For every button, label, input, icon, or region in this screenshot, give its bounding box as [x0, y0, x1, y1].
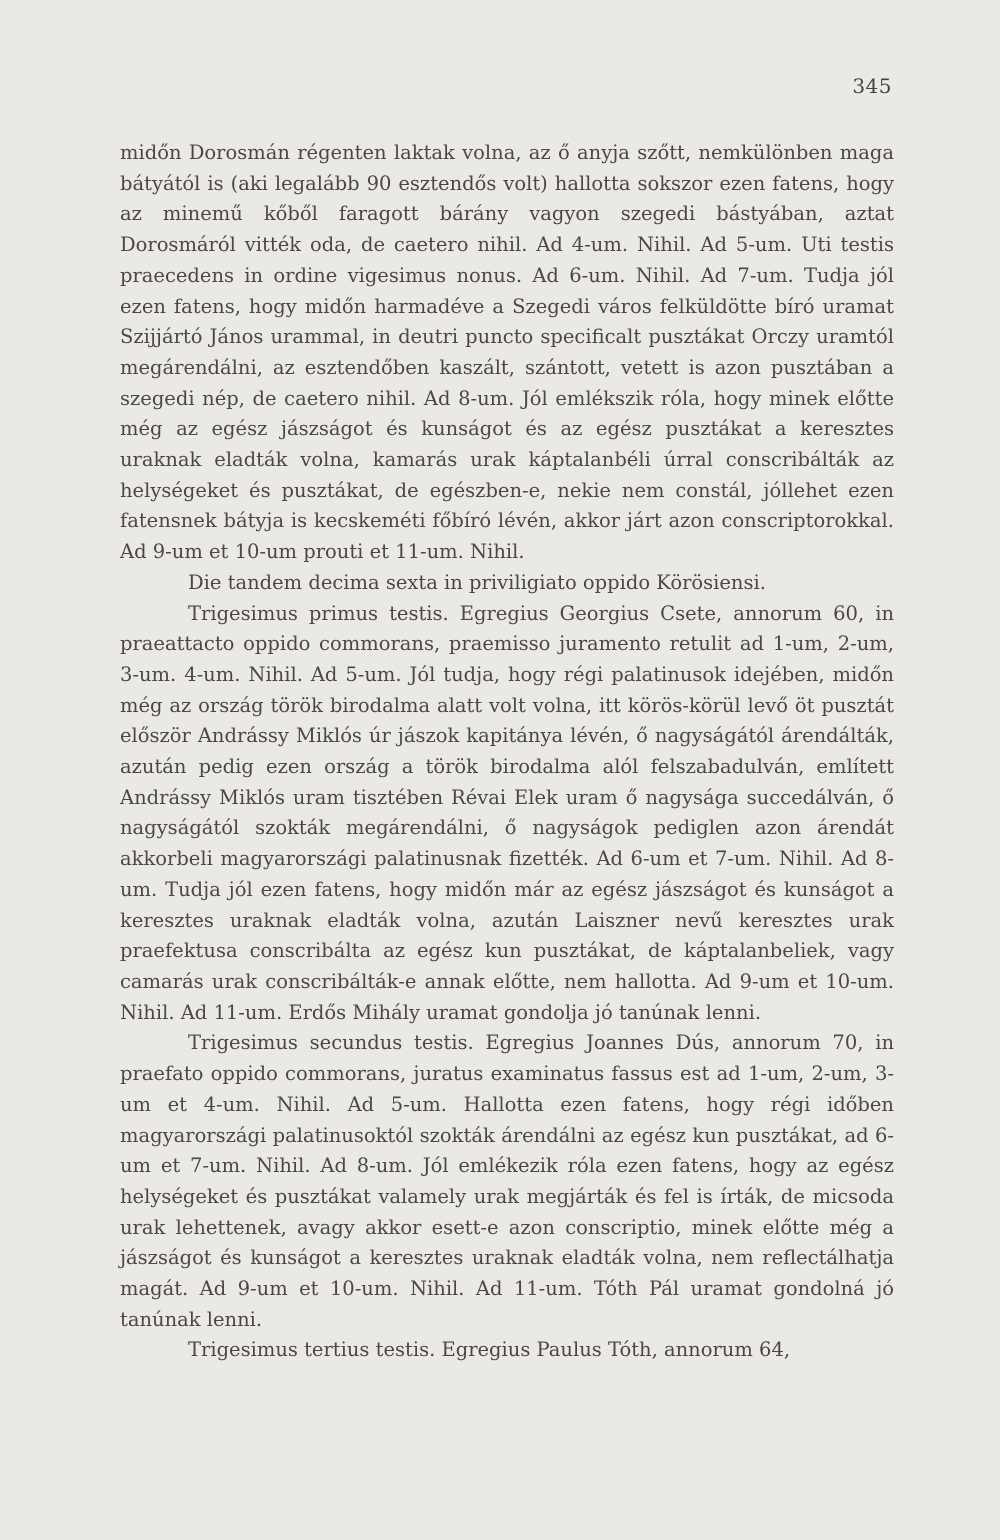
paragraph-date-line: Die tandem decima sexta in priviligiato oppido Körösiensi.: [188, 570, 766, 594]
paragraph-testimony-32: Trigesimus secundus testis. Egregius Joannes Dús, annorum 70, in praefato oppido commorans, juratus examinatus fassus est ad 1-um, 2-um, 3-um et 4-um. Nihil. Ad 5-um. Hallotta ezen fatens, hogy régi időben magyarországi palatinusoktól szokták árendálni az egész kun pusztákat, ad 6-um et 7-um. Nihil. Ad 8-um. Jól emlékezik róla ezen fatens, hogy az egész helységeket és pusztákat valamely urak megjárták és fel is írták, de micsoda urak lehettenek, avagy akkor esett-e azon conscriptio, minek előtte még a jászságot és kunságot a keresztes uraknak eladták volna, nem reflectálhatja magát. Ad 9-um et 10-um. Nihil. Ad 11-um. Tóth Pál uramat gondolná jó tanúnak lenni.: [120, 1031, 894, 1331]
page-number: 345: [852, 74, 892, 98]
paragraph-testimony-33: Trigesimus tertius testis. Egregius Paulus Tóth, annorum 64,: [188, 1338, 791, 1362]
paragraph-testimony-31: Trigesimus primus testis. Egregius Georgius Csete, annorum 60, in praeattacto oppido commorans, praemisso juramento retulit ad 1-um, 2-um, 3-um. 4-um. Nihil. Ad 5-um. Jól tudja, hogy régi palatinusok idejében, midőn még az ország török birodalma alatt volt volna, itt körös-körül levő öt pusztát először Andrássy Miklós úr jászok kapitánya lévén, ő nagyságától árendálták, azután pedig ezen ország a török birodalma alól felszabadulván, említett Andrássy Miklós uram tisztében Révai Elek uram ő nagysága succedálván, ő nagyságától szokták megárendálni, ő nagyságok pediglen azon árendát akkorbeli magyarországi palatinusnak fizették. Ad 6-um et 7-um. Nihil. Ad 8-um. Tudja jól ezen fatens, hogy midőn már az egész jászságot és kunságot a keresztes uraknak eladták volna, azután Laiszner nevű keresztes urak praefektusa conscribálta az egész kun pusztákat, de káptalanbeliek, vagy camarás urak conscribálták-e annak előtte, nem hallotta. Ad 9-um et 10-um. Nihil. Ad 11-um. Erdős Mihály uramat gondolja jó tanúnak lenni.: [120, 601, 894, 1024]
paragraph-continuation: midőn Dorosmán régenten laktak volna, az ő anyja szőtt, nemkülönben maga bátyától is (aki legalább 90 esztendős volt) hallotta sokszor ezen fatens, hogy az minemű kőből faragott bárány vagyon szegedi bástyában, aztat Dorosmáról vitték oda, de caetero nihil. Ad 4-um. Nihil. Ad 5-um. Uti testis praecedens in ordine vigesimus nonus. Ad 6-um. Nihil. Ad 7-um. Tudja jól ezen fatens, hogy midőn harmadéve a Szegedi város felküldötte bíró uramat Szijjártó János urammal, in deutri puncto specificalt pusztákat Orczy uramtól megárendálni, az esztendőben kaszált, szántott, vetett is azon pusztában a szegedi nép, de caetero nihil. Ad 8-um. Jól emlékszik róla, hogy minek előtte még az egész jászságot és kunságot és az egész pusztákat a keresztes uraknak eladták volna, kamarás urak káptalanbéli úrral conscribálták az helységeket és pusztákat, de egészben-e, nekie nem constál, jóllehet ezen fatensnek bátyja is kecskeméti főbíró lévén, akkor járt azon conscriptorokkal. Ad 9-um et 10-um prouti et 11-um. Nihil.: [120, 141, 894, 564]
body-text: [120, 138, 894, 1366]
